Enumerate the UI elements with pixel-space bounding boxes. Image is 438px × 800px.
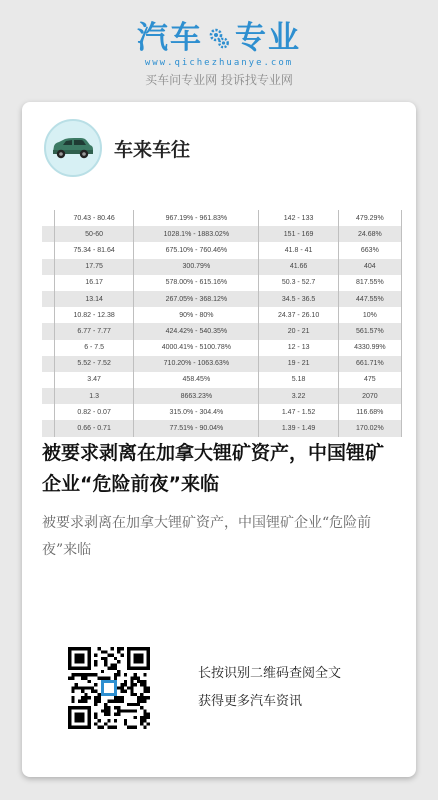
table-cell: 315.0% - 304.4% [134, 404, 259, 420]
table-cell: 661.71% [338, 356, 401, 372]
table-cell: 1.3 [55, 388, 134, 404]
brand-name-part1: 汽车 [137, 20, 203, 56]
table-cell: 17.75 [55, 259, 134, 275]
table-row [42, 210, 402, 226]
car-icon [50, 135, 96, 161]
article-summary: 被要求剥离在加拿大锂矿资产，中国锂矿企业“危险前夜”来临 [42, 515, 372, 558]
table-cell: 151 - 169 [259, 226, 338, 242]
table-cell: 1.47 - 1.52 [259, 404, 338, 420]
qr-instructions [198, 660, 341, 716]
table-cell: 6 - 7.5 [55, 340, 134, 356]
table-cell: 19 - 21 [259, 356, 338, 372]
table-cell: 424.42% - 540.35% [134, 323, 259, 339]
table-cell: 663% [338, 242, 401, 258]
table-cell: 13.14 [55, 291, 134, 307]
table-row [42, 307, 402, 323]
table-cell: 1028.1% - 1883.02% [134, 226, 259, 242]
table-cell: 70.43 - 80.46 [55, 210, 134, 226]
table-cell: 41.8 - 41 [259, 242, 338, 258]
table-cell: 458.45% [134, 372, 259, 388]
table-cell: 300.79% [134, 259, 259, 275]
gear-icon [207, 26, 231, 50]
article-image-table[interactable] [42, 210, 388, 433]
table-cell: 50.3 - 52.7 [259, 275, 338, 291]
table-cell: 578.00% - 615.16% [134, 275, 259, 291]
table-row [42, 388, 402, 404]
brand-logo [0, 18, 438, 58]
table-cell: 24.37 - 26.10 [259, 307, 338, 323]
table-cell: 6.77 - 7.77 [55, 323, 134, 339]
table-cell [42, 226, 55, 242]
table-cell [42, 404, 55, 420]
table-row [42, 323, 402, 339]
table-cell: 77.51% - 90.04% [134, 420, 259, 436]
table-cell: 24.68% [338, 226, 401, 242]
table-cell: 75.34 - 81.64 [55, 242, 134, 258]
avatar[interactable] [44, 119, 102, 177]
table-row [42, 291, 402, 307]
table-cell: 10.82 - 12.38 [55, 307, 134, 323]
table-cell: 20 - 21 [259, 323, 338, 339]
brand-url: www.qichezhuanye.com [144, 58, 294, 68]
table-cell: 1.39 - 1.49 [259, 420, 338, 436]
table-cell: 675.10% - 760.46% [134, 242, 259, 258]
table-cell: 41.66 [259, 259, 338, 275]
table-cell [42, 340, 55, 356]
brand-slogan: 买车问专业网 投诉找专业网 [145, 73, 293, 87]
table-cell: 116.68% [338, 404, 401, 420]
table-cell: 561.57% [338, 323, 401, 339]
table-row [42, 259, 402, 275]
table-cell: 404 [338, 259, 401, 275]
table-cell: 0.66 - 0.71 [55, 420, 134, 436]
article-card[interactable] [22, 102, 416, 777]
table-cell [42, 307, 55, 323]
table-cell: 3.22 [259, 388, 338, 404]
table-cell: 479.29% [338, 210, 401, 226]
table-cell: 475 [338, 372, 401, 388]
table-cell: 10% [338, 307, 401, 323]
table-row [42, 242, 402, 258]
table-cell: 90% - 80% [134, 307, 259, 323]
table-cell [42, 210, 55, 226]
table-cell [42, 420, 55, 436]
table-cell [42, 242, 55, 258]
table-cell [42, 356, 55, 372]
table-cell: 267.05% - 368.12% [134, 291, 259, 307]
qr-instruction-line1: 长按识别二维码查阅全文 [198, 666, 342, 681]
table-cell: 16.17 [55, 275, 134, 291]
table-cell [42, 323, 55, 339]
table-cell [42, 388, 55, 404]
brand-header [0, 18, 438, 88]
table-row [42, 356, 402, 372]
brand-name-part2: 专业 [235, 20, 301, 56]
table-row [42, 372, 402, 388]
qr-code-image[interactable] [68, 647, 150, 729]
article-title[interactable]: 被要求剥离在加拿大锂矿资产，中国锂矿企业“危险前夜”来临 [42, 442, 385, 495]
table-cell: 5.18 [259, 372, 338, 388]
table-row [42, 340, 402, 356]
table-cell: 710.20% - 1063.63% [134, 356, 259, 372]
table-cell [42, 372, 55, 388]
author-block[interactable] [44, 119, 190, 177]
table-cell [42, 275, 55, 291]
table-cell: 0.82 - 0.07 [55, 404, 134, 420]
table-cell: 5.52 - 7.52 [55, 356, 134, 372]
data-table [42, 210, 402, 437]
table-cell: 447.55% [338, 291, 401, 307]
table-cell: 817.55% [338, 275, 401, 291]
table-cell: 170.02% [338, 420, 401, 436]
qr-instruction-line2: 获得更多汽车资讯 [198, 694, 303, 709]
table-cell: 4330.99% [338, 340, 401, 356]
table-row [42, 275, 402, 291]
table-cell: 12 - 13 [259, 340, 338, 356]
table-row [42, 420, 402, 436]
table-row [42, 226, 402, 242]
table-cell: 3.47 [55, 372, 134, 388]
table-cell: 142 - 133 [259, 210, 338, 226]
table-cell [42, 291, 55, 307]
table-cell: 967.19% - 961.83% [134, 210, 259, 226]
table-cell [42, 259, 55, 275]
table-cell: 50-60 [55, 226, 134, 242]
table-cell: 8663.23% [134, 388, 259, 404]
table-cell: 2070 [338, 388, 401, 404]
table-cell: 34.5 - 36.5 [259, 291, 338, 307]
author-name[interactable]: 车来车往 [114, 138, 191, 161]
table-cell: 4000.41% - 5100.78% [134, 340, 259, 356]
table-row [42, 404, 402, 420]
